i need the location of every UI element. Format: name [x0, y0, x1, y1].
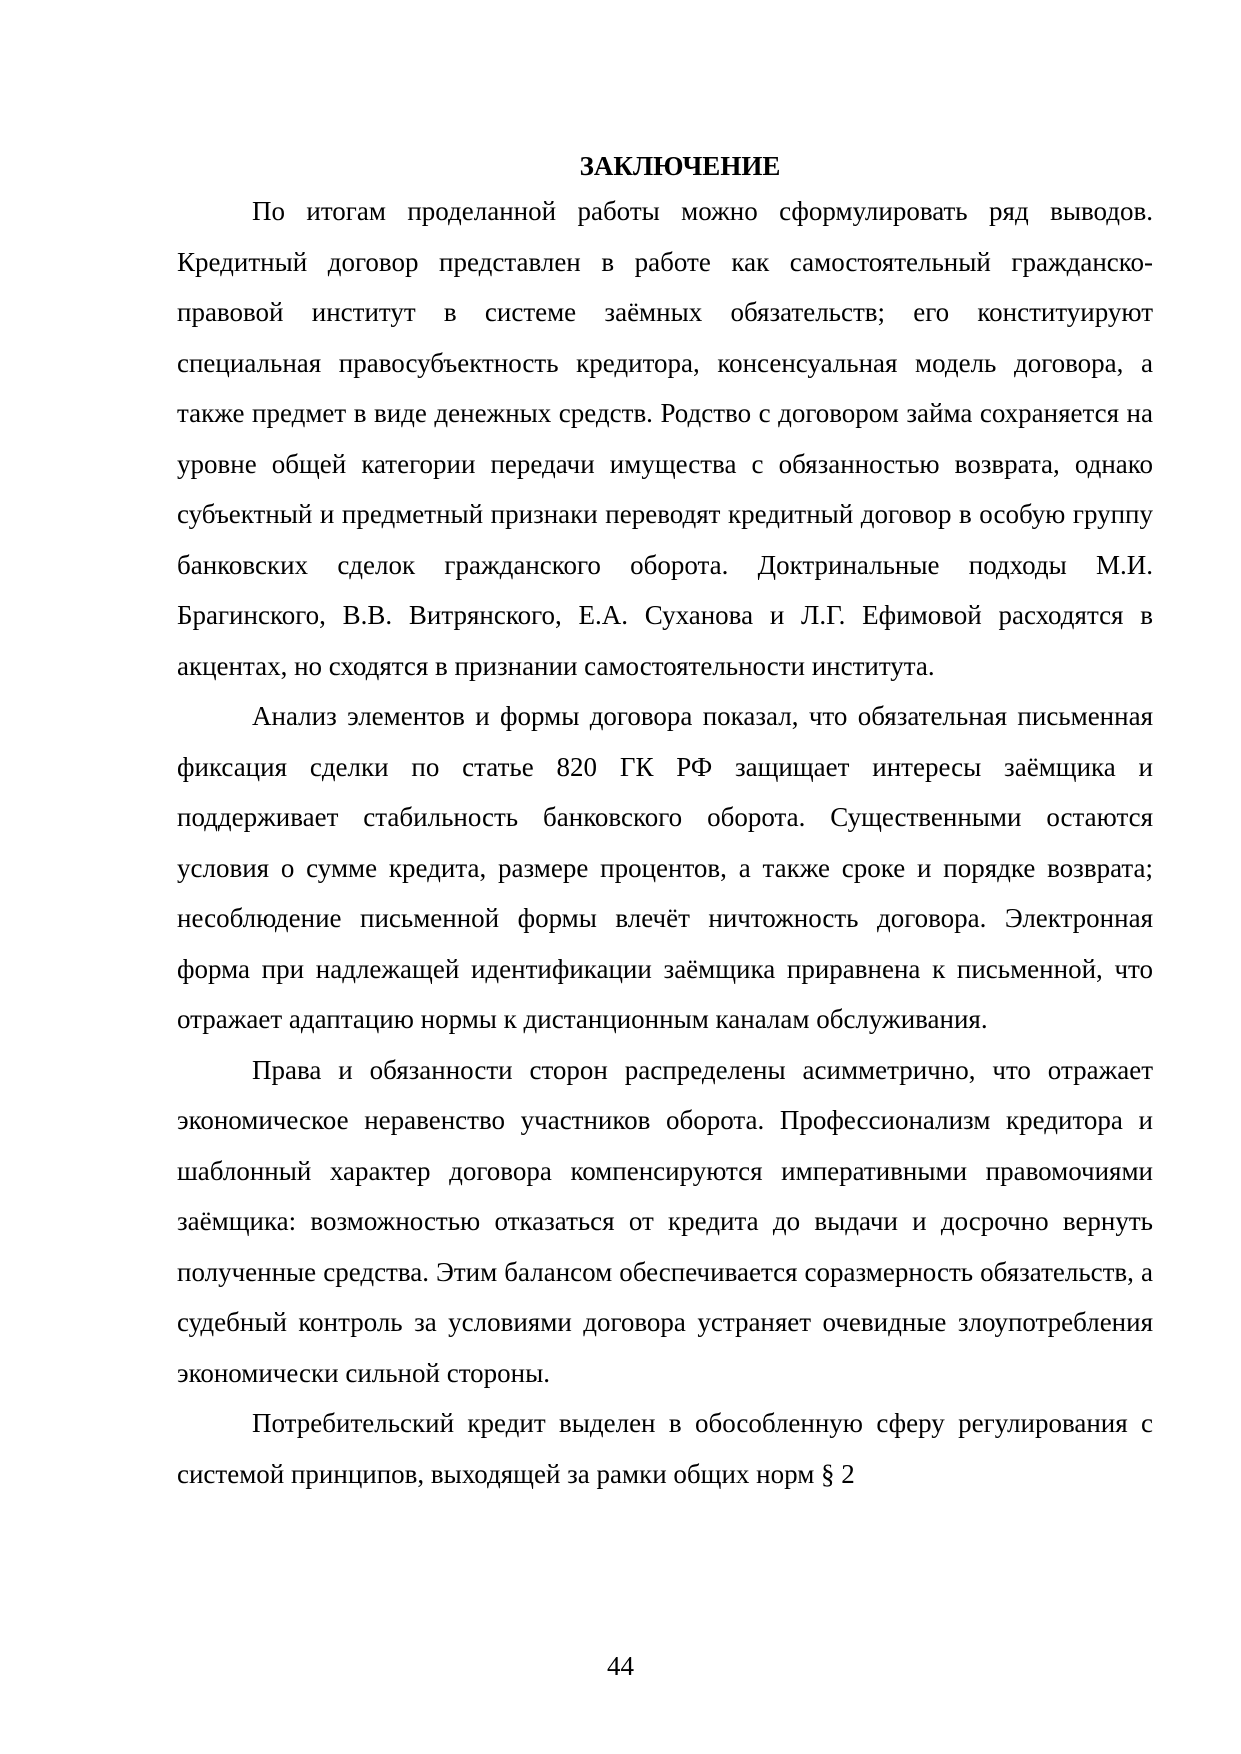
section-heading: ЗАКЛЮЧЕНИЕ [579, 151, 781, 181]
paragraph-4: Потребительский кредит выделен в обособленную сферу регулирования с системой принципов, выходящей за рамки общих норм § 2 [177, 1408, 1153, 1489]
page-number: 44 [607, 1651, 634, 1681]
paragraph-2: Анализ элементов и формы договора показал, что обязательная письменная фиксация сделки по статье 820 ГК РФ защищает интересы заёмщика и поддерживает стабильность банковского оборота. Существенными остаются условия о сумме кредита, размере процентов, а также сроке и порядке возврата; несоблюдение письменной формы влечёт ничтожность договора. Электронная форма при надлежащей идентификации заёмщика приравнена к письменной, что отражает адаптацию нормы к дистанционным каналам обслуживания. [177, 701, 1153, 1034]
paragraph-1: По итогам проделанной работы можно сформулировать ряд выводов. Кредитный договор представлен в работе как самостоятельный гражданско-правовой институт в системе заёмных обязательств; его конституируют специальная правосубъектность кредитора, консенсуальная модель договора, а также предмет в виде денежных средств. Родство с договором займа сохраняется на уровне общей категории передачи имущества с обязанностью возврата, однако субъектный и предметный признаки переводят кредитный договор в особую группу банковских сделок гражданского оборота. Доктринальные подходы М.И. Брагинского, В.В. Витрянского, Е.А. Суханова и Л.Г. Ефимовой расходятся в акцентах, но сходятся в признании самостоятельности института. [177, 196, 1153, 681]
paragraph-3: Права и обязанности сторон распределены асимметрично, что отражает экономическое неравенство участников оборота. Профессионализм кредитора и шаблонный характер договора компенсируются императивными правомочиями заёмщика: возможностью отказаться от кредита до выдачи и досрочно вернуть полученные средства. Этим балансом обеспечивается соразмерность обязательств, а судебный контроль за условиями договора устраняет очевидные злоупотребления экономически сильной стороны. [177, 1054, 1153, 1388]
page-content [177, 146, 1153, 1499]
